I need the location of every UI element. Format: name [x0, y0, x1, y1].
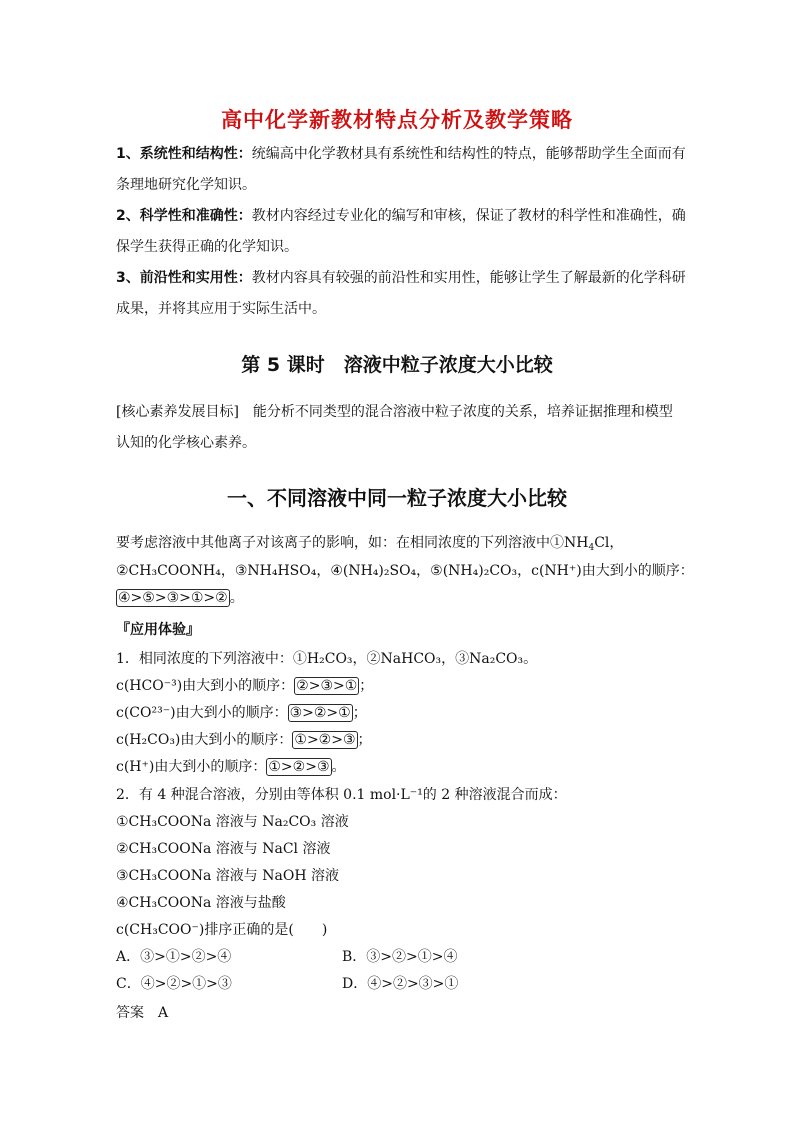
q2-item-1: ①CH₃COONa 溶液与 Na₂CO₃ 溶液: [116, 814, 349, 830]
q1-row-3-text: c(H₂CO₃)由大到小的顺序：: [116, 732, 293, 748]
q1-row-4-answer: ①>②>③: [268, 759, 330, 775]
point-2-label: 2、科学性和准确性：: [116, 208, 252, 224]
point-3-text: 教材内容具有较强的前沿性和实用性，能够让学生了解最新的化学科研成果，并将其应用于实际生活中。: [116, 270, 686, 317]
intro-answer-end: 。: [229, 590, 244, 606]
q1-row-3-end: ；: [357, 732, 372, 748]
q1-stem: 1．相同浓度的下列溶液中：①H₂CO₃，②NaHCO₃，③Na₂CO₃。: [116, 651, 538, 667]
intro-sub: 4: [588, 543, 595, 553]
point-3-label: 3、前沿性和实用性：: [116, 270, 252, 286]
point-2-text: 教材内容经过专业化的编写和审核，保证了教材的科学性和准确性，确保学生获得正确的化学知识。: [116, 208, 686, 255]
q1-row-1-answer: ②>③>①: [296, 678, 358, 694]
intro-text-1: 要考虑溶液中其他离子对该离子的影响，如：在相同浓度的下列溶液中①NH: [116, 535, 589, 551]
point-1-label: 1、系统性和结构性：: [116, 146, 252, 162]
q2-option-b: B．③>②>①>④: [342, 949, 458, 965]
core-goal: [核心素养发展目标] 能分析不同类型的混合溶液中粒子浓度的关系，培养证据推理和模型认知的化学核心素养。: [116, 404, 673, 451]
q1-row-2: [116, 702, 696, 722]
q1-row-2-end: ；: [352, 705, 367, 721]
intro-line-1: [116, 532, 696, 553]
intro-text-1-end: Cl，: [594, 535, 624, 551]
q2-option-c: C．④>②>①>③: [116, 976, 232, 992]
q1-row-3-answer: ①>②>③: [294, 732, 356, 748]
q2-item-4: ④CH₃COONa 溶液与盐酸: [116, 895, 286, 911]
q2-question: c(CH₃COO⁻)排序正确的是( ): [116, 922, 328, 938]
apply-label: 『应用体验』: [116, 622, 200, 638]
q2-option-d: D．④>②>③>①: [342, 976, 459, 992]
q1-row-4-end: 。: [331, 759, 346, 775]
intro-line-3: [116, 587, 696, 607]
lesson-title: 第 5 课时 溶液中粒子浓度大小比较: [241, 354, 553, 376]
q1-row-4-text: c(H⁺)由大到小的顺序：: [116, 759, 267, 775]
q1-row-2-text: c(CO²³⁻)由大到小的顺序：: [116, 705, 288, 721]
q1-row-4: [116, 756, 696, 776]
q1-row-1-text: c(HCO⁻³)由大到小的顺序：: [116, 678, 295, 694]
point-3: [116, 263, 686, 325]
intro-line-2: ②CH₃COONH₄，③NH₄HSO₄，④(NH₄)₂SO₄，⑤(NH₄)₂CO₃，c(NH⁺)由大到小的顺序：: [116, 563, 694, 579]
intro-answer: ④>⑤>③>①>②: [118, 590, 228, 606]
q2-option-a: A．③>①>②>④: [116, 949, 232, 965]
q1-row-2-answer: ③>②>①: [289, 705, 351, 721]
q2-item-3: ③CH₃COONa 溶液与 NaOH 溶液: [116, 868, 339, 884]
document-title: 高中化学新教材特点分析及教学策略: [221, 108, 573, 132]
point-1: [116, 139, 686, 201]
point-1-text: 统编高中化学教材具有系统性和结构性的特点，能够帮助学生全面而有条理地研究化学知识。: [116, 146, 686, 193]
q2-stem: 2．有 4 种混合溶液，分别由等体积 0.1 mol·L⁻¹的 2 种溶液混合而成：: [116, 787, 567, 803]
section-1-title: 一、不同溶液中同一粒子浓度大小比较: [227, 486, 567, 510]
q2-item-2: ②CH₃COONa 溶液与 NaCl 溶液: [116, 841, 331, 857]
q2-answer: 答案 A: [116, 1005, 169, 1021]
q1-row-1: [116, 675, 696, 695]
point-2: [116, 201, 686, 263]
q1-row-1-end: ；: [359, 678, 374, 694]
q1-row-3: [116, 729, 696, 749]
